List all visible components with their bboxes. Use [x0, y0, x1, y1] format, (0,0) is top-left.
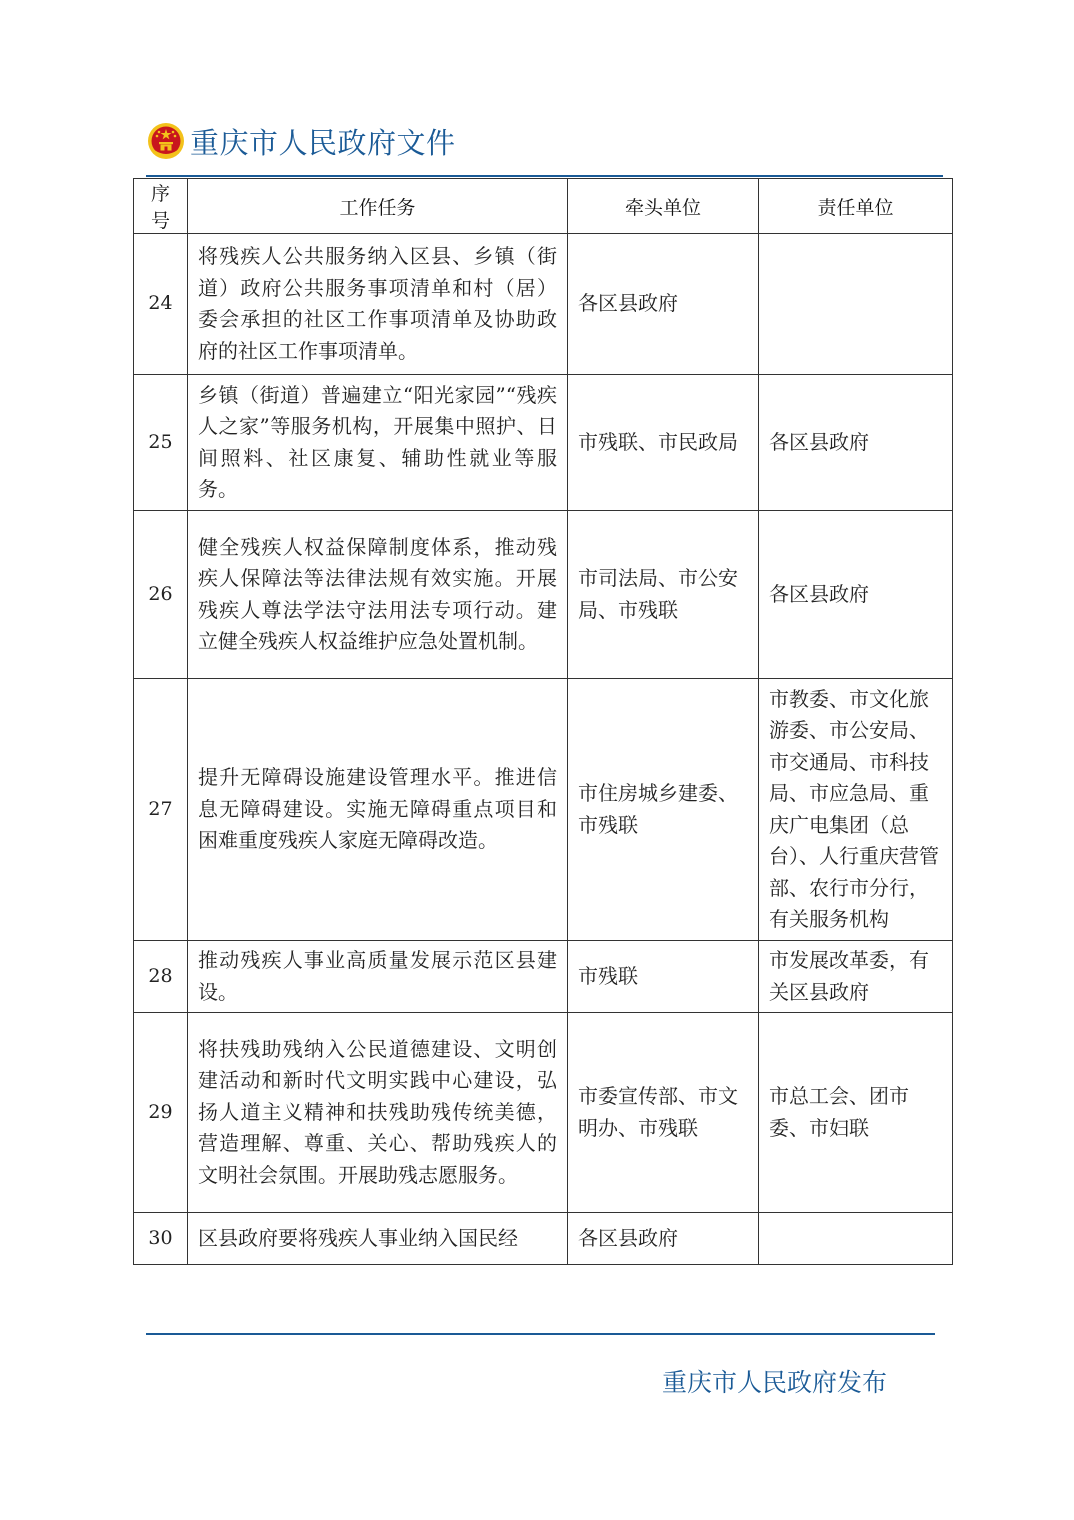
row-number: 29 [134, 1013, 188, 1213]
national-emblem-icon [146, 121, 186, 161]
page-header [146, 118, 456, 164]
table-row [134, 511, 953, 679]
responsible-unit-cell: 市教委、市文化旅游委、市公安局、市交通局、市科技局、市应急局、重庆广电集团（总台）、人行重庆营管部、农行市分行，有关服务机构 [759, 679, 953, 941]
row-number: 26 [134, 511, 188, 679]
column-header-number: 序号 [134, 179, 188, 234]
lead-unit-cell: 各区县政府 [568, 234, 759, 375]
lead-unit-cell: 市残联、市民政局 [568, 375, 759, 511]
table-row [134, 234, 953, 375]
responsible-unit-cell [759, 1213, 953, 1265]
row-number: 30 [134, 1213, 188, 1265]
header-title: 重庆市人民政府文件 [190, 125, 456, 160]
responsible-unit-cell: 各区县政府 [759, 511, 953, 679]
table-row [134, 941, 953, 1013]
task-cell: 推动残疾人事业高质量发展示范区县建设。 [188, 941, 568, 1013]
lead-unit-cell: 市残联 [568, 941, 759, 1013]
task-cell: 将残疾人公共服务纳入区县、乡镇（街道）政府公共服务事项清单和村（居）委会承担的社区工作事项清单及协助政府的社区工作事项清单。 [188, 234, 568, 375]
row-number: 24 [134, 234, 188, 375]
lead-unit-cell: 市司法局、市公安局、市残联 [568, 511, 759, 679]
row-number: 25 [134, 375, 188, 511]
task-cell: 乡镇（街道）普遍建立“阳光家园”“残疾人之家”等服务机构，开展集中照护、日间照料、社区康复、辅助性就业等服务。 [188, 375, 568, 511]
row-number: 28 [134, 941, 188, 1013]
responsible-unit-cell: 市总工会、团市委、市妇联 [759, 1013, 953, 1213]
responsible-unit-cell [759, 234, 953, 375]
column-header-task: 工作任务 [188, 179, 568, 234]
column-header-lead-unit: 牵头单位 [568, 179, 759, 234]
task-cell: 区县政府要将残疾人事业纳入国民经 [188, 1213, 568, 1265]
lead-unit-cell: 市委宣传部、市文明办、市残联 [568, 1013, 759, 1213]
footer-publisher: 重庆市人民政府发布 [662, 1368, 888, 1397]
table-row [134, 375, 953, 511]
responsible-unit-cell: 各区县政府 [759, 375, 953, 511]
header-divider [146, 175, 943, 177]
table-row [134, 1013, 953, 1213]
footer-divider [146, 1333, 935, 1335]
table-row [134, 679, 953, 941]
column-header-responsible-unit: 责任单位 [759, 179, 953, 234]
row-number: 27 [134, 679, 188, 941]
table-row [134, 1213, 953, 1265]
lead-unit-cell: 各区县政府 [568, 1213, 759, 1265]
responsible-unit-cell: 市发展改革委，有关区县政府 [759, 941, 953, 1013]
task-cell: 健全残疾人权益保障制度体系，推动残疾人保障法等法律法规有效实施。开展残疾人尊法学法守法用法专项行动。建立健全残疾人权益维护应急处置机制。 [188, 511, 568, 679]
task-table [133, 178, 953, 1265]
task-cell: 提升无障碍设施建设管理水平。推进信息无障碍建设。实施无障碍重点项目和困难重度残疾人家庭无障碍改造。 [188, 679, 568, 941]
table-header-row [134, 179, 953, 234]
lead-unit-cell: 市住房城乡建委、市残联 [568, 679, 759, 941]
task-cell: 将扶残助残纳入公民道德建设、文明创建活动和新时代文明实践中心建设，弘扬人道主义精神和扶残助残传统美德，营造理解、尊重、关心、帮助残疾人的文明社会氛围。开展助残志愿服务。 [188, 1013, 568, 1213]
